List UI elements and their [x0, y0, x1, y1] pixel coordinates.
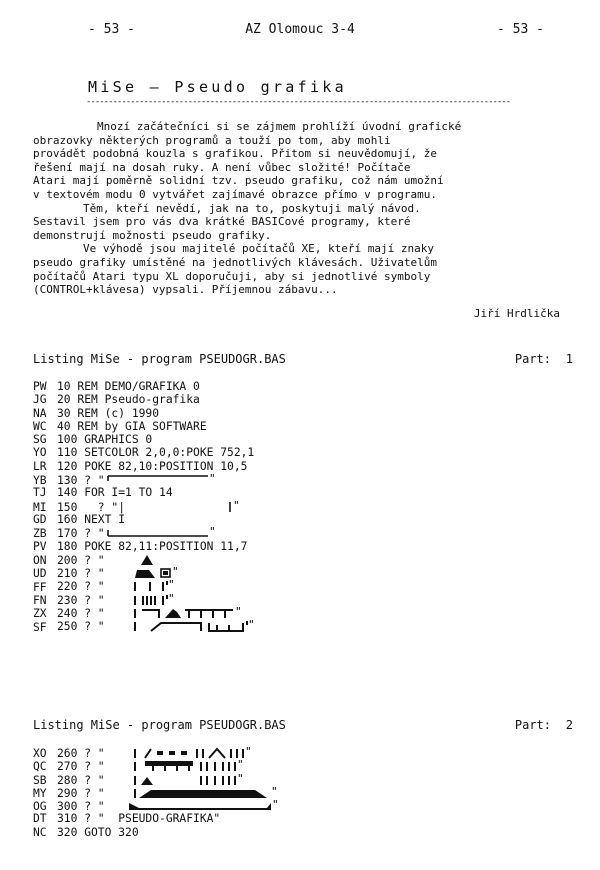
basic-code: 240 ? ": [57, 607, 105, 621]
checksum-label: ZB: [33, 527, 47, 541]
code-line: [33, 513, 573, 526]
checksum-label: MY: [33, 787, 47, 801]
basic-code: 130 ? ": [57, 474, 105, 488]
checksum-label: FN: [33, 593, 47, 607]
code-line: [33, 540, 573, 553]
checksum-label: OG: [33, 800, 47, 814]
code-line: [33, 606, 573, 619]
checksum-label: NA: [33, 406, 47, 420]
basic-code: 300 ? ": [57, 800, 105, 814]
checksum-label: QC: [33, 760, 47, 774]
code-line: [33, 593, 573, 606]
basic-code: 30 REM (c) 1990: [57, 406, 160, 420]
paragraph-3: Ve výhodě jsou majitelé počítačů XE, kteří mají znaky pseudo grafiky umístěné na jednotlivých klávesách. Uživatelům počítačů Atari typu XL doporučuji, aby si jednotlivé symboly (CONTROL+klávesa) vypsali. Příjemnou zábavu...: [33, 242, 437, 297]
listing-2-part: Part: 2: [514, 718, 573, 732]
basic-code: 320 GOTO 320: [57, 825, 139, 839]
checksum-label: YO: [33, 446, 47, 460]
svg-text:": ": [247, 619, 255, 632]
checksum-label: LR: [33, 459, 47, 473]
listing-1-part: Part: 1: [514, 352, 573, 366]
checksum-label: DT: [33, 812, 47, 826]
pseudo-graphics-glyphs: [105, 619, 260, 635]
code-line: [33, 773, 573, 786]
code-line: [33, 579, 573, 592]
checksum-label: MI: [33, 500, 47, 514]
basic-code: 260 ? ": [57, 747, 105, 761]
svg-text:": ": [171, 566, 179, 579]
code-line: [33, 746, 573, 759]
basic-code: 270 ? ": [57, 760, 105, 774]
code-line: [33, 433, 573, 446]
checksum-label: NC: [33, 825, 47, 839]
title-underline: ------------------------------------------------------------------------------------------------: [86, 97, 511, 107]
basic-code: 280 ? ": [57, 773, 105, 787]
checksum-label: ZX: [33, 607, 47, 621]
checksum-label: XO: [33, 747, 47, 761]
code-line: [33, 812, 573, 825]
checksum-label: YB: [33, 474, 47, 488]
basic-code: 100 GRAPHICS 0: [57, 433, 153, 447]
svg-text:": ": [236, 772, 244, 785]
basic-code: 40 REM by GIA SOFTWARE: [57, 419, 207, 433]
basic-code: 180 POKE 82,11:POSITION 11,7: [57, 539, 248, 553]
code-line: [33, 619, 573, 632]
svg-text:": ": [167, 579, 175, 592]
code-line: [33, 566, 573, 579]
svg-text:": ": [236, 759, 244, 772]
code-line: [33, 500, 573, 513]
checksum-label: WC: [33, 419, 47, 433]
checksum-label: ON: [33, 554, 47, 568]
code-line: [33, 393, 573, 406]
code-line: [33, 446, 573, 459]
basic-code: 220 ? ": [57, 580, 105, 594]
checksum-label: PV: [33, 539, 47, 553]
svg-text:": ": [233, 499, 240, 512]
basic-code: 160 NEXT I: [57, 512, 126, 526]
checksum-label: PW: [33, 380, 47, 393]
code-line: [33, 786, 573, 799]
basic-code: 120 POKE 82,10:POSITION 10,5: [57, 459, 248, 473]
basic-code: 290 ? ": [57, 787, 105, 801]
listing-2-title: Listing MiSe - program PSEUDOGR.BAS: [33, 718, 286, 732]
basic-code: 150 ? "|: [57, 500, 126, 514]
paragraph-2: Těm, kteří nevědí, jak na to, poskytuji malý návod. Sestavil jsem pro vás dva krátké BASICové programy, které demonstrují možnosti pseudo grafiky.: [33, 201, 421, 242]
basic-code: 230 ? ": [57, 593, 105, 607]
code-line: [33, 826, 573, 839]
checksum-label: FF: [33, 580, 47, 594]
basic-code: 200 ? ": [57, 554, 105, 568]
svg-text:": ": [208, 526, 215, 539]
svg-text:": ": [167, 592, 175, 605]
code-line: [33, 460, 573, 473]
checksum-label: UD: [33, 567, 47, 581]
svg-text:": ": [244, 746, 252, 758]
checksum-label: SB: [33, 773, 47, 787]
author-name: Jiří Hrdlička: [473, 307, 560, 320]
checksum-label: GD: [33, 512, 47, 526]
svg-text:": ": [270, 785, 278, 798]
listing-1-title: Listing MiSe - program PSEUDOGR.BAS: [33, 352, 286, 366]
basic-code: 140 FOR I=1 TO 14: [57, 486, 173, 500]
code-line: [33, 420, 573, 433]
svg-text:": ": [208, 473, 215, 486]
basic-code: 310 ? " PSEUDO-GRAFIKA": [57, 812, 221, 826]
listing-1-code: [33, 380, 573, 633]
code-line: [33, 380, 573, 393]
basic-code: 210 ? ": [57, 567, 105, 581]
svg-text:": ": [234, 606, 242, 619]
checksum-label: SF: [33, 620, 47, 634]
article-title: MiSe — Pseudo grafika: [88, 78, 347, 96]
basic-code: 10 REM DEMO/GRAFIKA 0: [57, 380, 200, 393]
svg-text:": ": [271, 799, 279, 812]
page-number-left: - 53 -: [88, 22, 135, 37]
code-line: [33, 473, 573, 486]
checksum-label: TJ: [33, 486, 47, 500]
basic-code: 20 REM Pseudo-grafika: [57, 393, 200, 407]
basic-code: 250 ? ": [57, 620, 105, 634]
code-line: [33, 759, 573, 772]
basic-code: 170 ? ": [57, 527, 105, 541]
magazine-title: AZ Olomouc 3-4: [245, 22, 355, 37]
basic-code: 110 SETCOLOR 2,0,0:POKE 752,1: [57, 446, 255, 460]
page-number-right: - 53 -: [497, 22, 544, 37]
code-line: [33, 799, 573, 812]
code-line: [33, 526, 573, 539]
pseudo-graphics-glyphs: [125, 500, 240, 516]
code-line: [33, 486, 573, 499]
listing-2-code: [33, 746, 573, 839]
paragraph-1: Mnozí začátečníci si se zájmem prohlíží úvodní grafické obrazovky některých programů a touží po tom, aby mohli provádět podobná kouzla s grafikou. Přitom si neuvědomují, že řešení mají na dosah ruky. A není vůbec složité! Počítače Atari mají poměrně solidní tzv. pseudo grafiku, což nám umožní v textovém modu 0 vytvářet zajímavé obrazce přímo v programu.: [33, 120, 462, 201]
checksum-label: SG: [33, 433, 47, 447]
code-line: [33, 407, 573, 420]
checksum-label: JG: [33, 393, 47, 407]
code-line: [33, 553, 573, 566]
